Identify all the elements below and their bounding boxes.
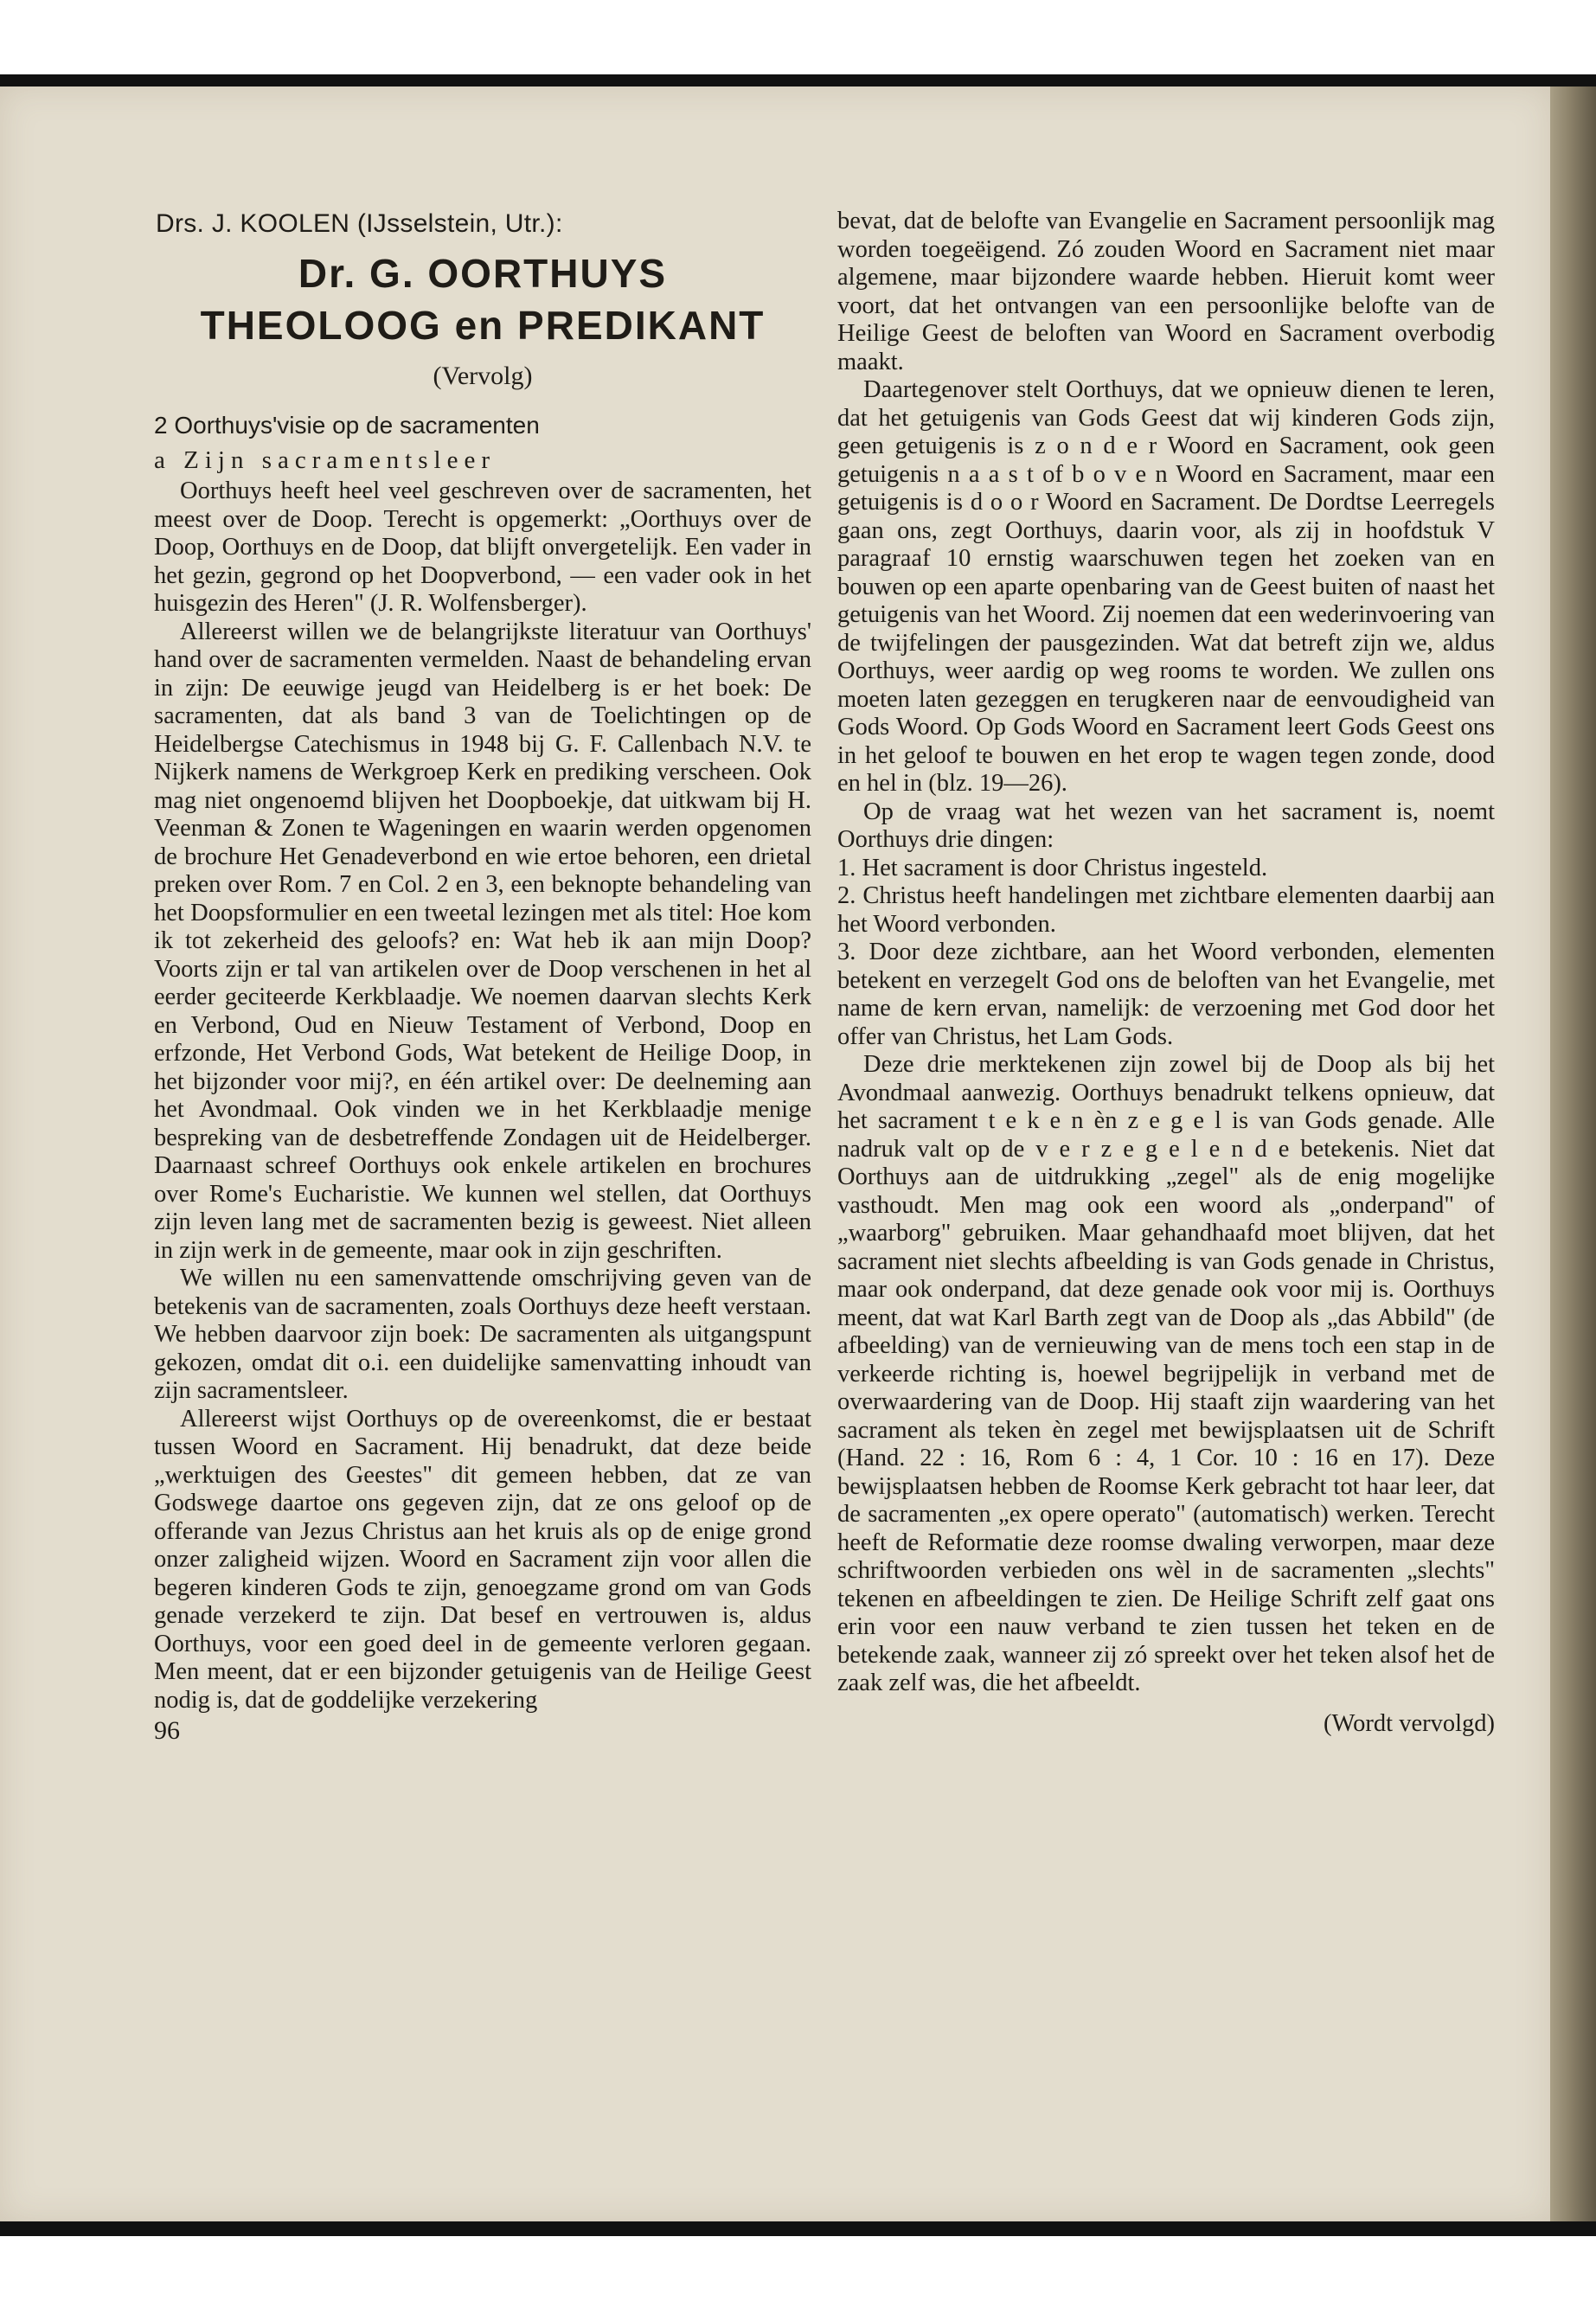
article-title-line1: Dr. G. OORTHUYS	[298, 251, 668, 296]
paragraph: Oorthuys heeft heel veel geschreven over de sacramenten, het meest over de Doop. Terecht is opgemerkt: „Oorthuys over de Doop, Oorthuys en de Doop, dat blijft onvergetelijk. Een vader in het gezin, gegrond op het Doopverbond, — een vader ook in het huisgezin des Heren" (J. R. Wolfensberger).	[154, 478, 811, 617]
page-binding-edge	[1550, 87, 1596, 2221]
scan-margin-bottom	[0, 2236, 1596, 2301]
section-heading: 2 Oorthuys'visie op de sacramenten	[154, 412, 540, 439]
article-subtitle: (Vervolg)	[433, 362, 533, 390]
scan-margin-top	[0, 0, 1596, 76]
left-column	[154, 208, 811, 1746]
author-byline: Drs. J. KOOLEN (IJsselstein, Utr.):	[156, 209, 563, 238]
sub-heading: a Zijn sacramentsleer	[154, 446, 496, 474]
paragraph: Deze drie merktekenen zijn zowel bij de Doop als bij het Avondmaal aanwezig. Oorthuys benadrukt telkens opnieuw, dat het sacrament t e k e n èn z e g e l is van Gods genade. Alle nadruk valt op de v e r z e g e l e n d e betekenis. Niet dat Oorthuys aan de uitdrukking „zegel" als de enig mogelijke vasthoudt. Men mag ook een woord als „onderpand" of „waarborg" gebruiken. Maar gehandhaafd moet blijven, dat het sacrament niet slechts afbeelding is van Gods genade in Christus, maar ook onderpand, dat deze genade ook voor mij is. Oorthuys meent, dat wat Karl Barth zegt van de Doop als „das Abbild" (de afbeelding) van de vernieuwing van de mens toch een stap in de verkeerde richting is, hoewel begrijpelijk in verband met de overwaardering van de Doop. Hij staaft zijn waardering van het sacrament als teken èn zegel met bewijsplaatsen uit de Schrift (Hand. 22 : 16, Rom 6 : 4, 1 Cor. 10 : 16 en 17). Deze bewijsplaatsen hebben de Roomse Kerk gebracht tot haar leer, dat de sacramenten „ex opere operato" (automatisch) werken. Terecht heeft de Reformatie deze roomse dwaling verworpen, maar deze schriftwoorden verbieden ons wèl in de sacramenten „slechts" tekenen en afbeeldingen te zien. De Heilige Schrift zelf gaat ons erin voor een nauw verband te zien tussen het teken en de betekende zaak, wanneer zij zó spreekt over het teken alsof het de zaak zelf was, die het afbeeldt.	[837, 1051, 1495, 1696]
paragraph: We willen nu een samenvattende omschrijving geven van de betekenis van de sacramenten, zoals Oorthuys deze heeft verstaan. We hebben daarvoor zijn boek: De sacramenten als uitgangspunt gekozen, omdat dit o.i. een duidelijke samenvatting inhoudt van zijn sacramentsleer.	[154, 1265, 811, 1404]
page-number: 96	[154, 1716, 180, 1745]
paragraph: Op de vraag wat het wezen van het sacrament is, noemt Oorthuys drie dingen:	[837, 798, 1495, 853]
paragraph: bevat, dat de belofte van Evangelie en Sacrament persoonlijk mag worden toegeëigend. Zó zouden Woord en Sacrament niet maar algemene, maar bijzondere waarde hebben. Hieruit komt weer voort, dat het ontvangen van een persoonlijke belofte van de Heilige Geest de beloften van Woord en Sacrament overbodig maakt.	[837, 208, 1495, 375]
list-item: 2. Christus heeft handelingen met zichtbare elementen daarbij aan het Woord verbonden.	[837, 882, 1495, 938]
continued-note: (Wordt vervolgd)	[1324, 1709, 1495, 1737]
paragraph: Allereerst wijst Oorthuys op de overeenkomst, die er bestaat tussen Woord en Sacrament. Hij benadrukt, dat deze beide „werktuigen des Geestes" dit gemeen hebben, dat ze van Godswege daartoe ons gegeven zijn, dat ze ons geloof op de offerande van Jezus Christus aan het kruis als op de enige grond onzer zaligheid wijzen. Woord en Sacrament zijn voor allen die begeren kinderen Gods te zijn, genoegzame grond om van Gods genade verzekerd te zijn. Dat besef en vertrouwen is, aldus Oorthuys, voor een goed deel in de gemeente verloren gegaan. Men meent, dat er een bijzonder getuigenis van de Heilige Geest nodig is, dat de goddelijke verzekering	[154, 1405, 811, 1714]
article-title-line2: THEOLOOG en PREDIKANT	[200, 303, 766, 348]
paragraph: Allereerst willen we de belangrijkste literatuur van Oorthuys' hand over de sacramenten vermelden. Naast de behandeling ervan in zijn: De eeuwige jeugd van Heidelberg is er het boek: De sacramenten, dat als band 3 van de Toelichtingen op de Heidelbergse Catechismus in 1948 bij G. F. Callenbach N.V. te Nijkerk namens de Werkgroep Kerk en prediking verscheen. Ook mag niet ongenoemd blijven het Doopboekje, dat uitkwam bij H. Veenman & Zonen te Wageningen en waarin werden opgenomen de brochure Het Genadeverbond en wie ertoe behoren, een drietal preken over Rom. 7 en Col. 2 en 3, een beknopte behandeling van het Doopsformulier en een tweetal lezingen met als titel: Hoe kom ik tot zekerheid des geloofs? en: Wat heb ik aan mijn Doop? Voorts zijn er tal van artikelen over de Doop verschenen in het al eerder geciteerde Kerkblaadje. We noemen daarvan slechts Kerk en Verbond, Oud en Nieuw Testament of Verbond, Doop en erfzonde, Het Verbond Gods, Wat betekent de Heilige Doop, in het bijzonder voor mij?, en één artikel over: De deelneming aan het Avondmaal. Ook vinden we in het Kerkblaadje menige bespreking van de desbetreffende Zondagen uit de Heidelberger. Daarnaast schreef Oorthuys ook enkele artikelen en brochures over Rome's Eucharistie. We kunnen wel stellen, dat Oorthuys zijn leven lang met de sacramenten bezig is geweest. Niet alleen in zijn werk in de gemeente, maar ook in zijn geschriften.	[154, 618, 811, 1264]
list-item: 3. Door deze zichtbare, aan het Woord verbonden, elementen betekent en verzegelt God ons de beloften van het Evangelie, met name de kern ervan, namelijk: de verzoening met God door het offer van Christus, het Lam Gods.	[837, 939, 1495, 1050]
paragraph: Daartegenover stelt Oorthuys, dat we opnieuw dienen te leren, dat het getuigenis van Gods Geest dat wij kinderen Gods zijn, geen getuigenis is z o n d e r Woord en Sacrament, ook geen getuigenis n a a s t of b o v e n Woord en Sacrament, maar een getuigenis is d o o r Woord en Sacrament. De Dordtse Leerregels gaan ons, zegt Oorthuys, daarin voor, als zij in hoofdstuk V paragraaf 10 ernstig waarschuwen tegen het zoeken van en bouwen op een aparte openbaring van de Geest buiten of naast het getuigenis van het Woord. Zij noemen dat een wederinvoering van de twijfelingen der pausgezinden. Wat dat betreft zijn we, aldus Oorthuys, weer aardig op weg rooms te worden. We zullen ons moeten laten gezeggen en terugkeren naar de eenvoudigheid van Gods Woord. Op Gods Woord en Sacrament leert Gods Geest ons in het geloof te bouwen en het erop te wagen tegen zonde, dood en hel in (blz. 19—26).	[837, 376, 1495, 797]
right-column	[837, 208, 1495, 1738]
scan-border-top	[0, 74, 1596, 87]
list-item: 1. Het sacrament is door Christus ingesteld.	[837, 854, 1268, 881]
